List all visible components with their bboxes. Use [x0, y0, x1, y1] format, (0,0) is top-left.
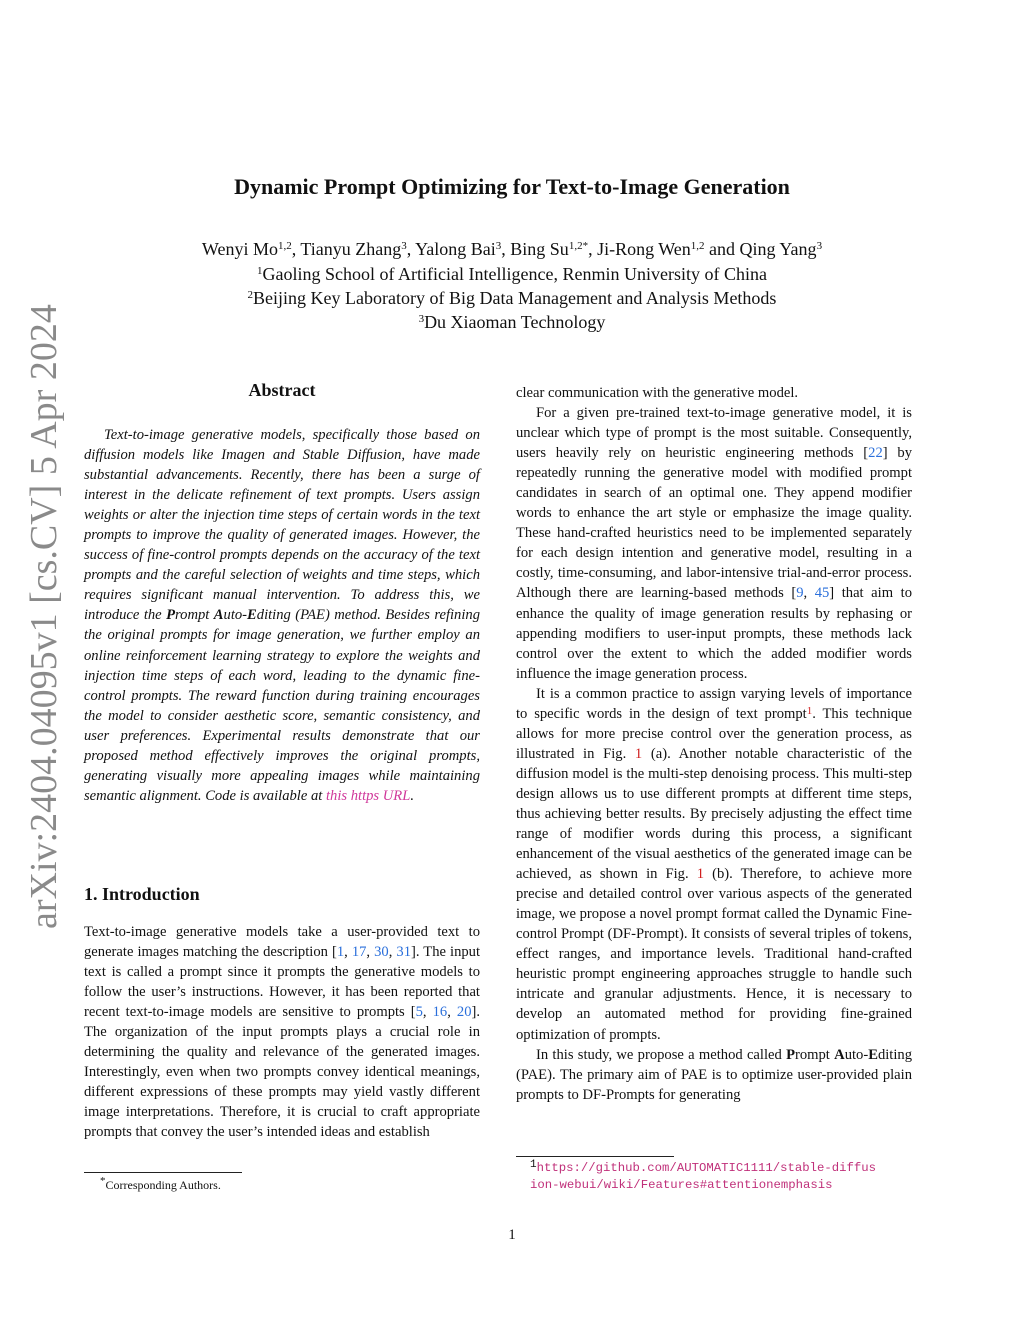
author-affil-mark: 1,2	[690, 240, 705, 252]
author-affil-mark: 3	[816, 240, 823, 252]
author-affil-mark: 1,2	[277, 240, 292, 252]
citation-link[interactable]: 9	[796, 585, 804, 602]
paragraph: It is a common practice to assign varying levels of importance to specific words in the design of text prompt$^1$. This technique allows for more precise control over the generation process, as illustrated in Fig. 1 (a). Another notable characteristic of the diffusion model is the multi-step denoising process. This multi-step design allows us to use different prompts at different time steps, thus achieving better results. By precisely adjusting the effect time range of modifier words during this process, a significant enhancement of the visual aesthetics of the generated image can be achieved, as shown in Fig. 1 (b). Therefore, to achieve more precise and detailed control over various aspects of the generated image, we propose a novel prompt format called the Dynamic Fine-control Prompt (DF-Prompt). It consists of several triples of tokens, effect ranges, and importance levels. Traditional hand-crafted heuristic prompt engineering approaches struggle to handle such intricate and granular adjustments. Hence, it is necessary to develop an automated method for providing fine-grained optimization of prompts.	[516, 685, 913, 1043]
footnote-url: $^1$https://github.com/AUTOMATIC1111/stable-diffus ion-webui/wiki/Features#attentionemphasis	[530, 1160, 920, 1194]
paper-title: Dynamic Prompt Optimizing for Text-to-Image Generation	[234, 174, 790, 199]
author-affil-mark: 3	[401, 240, 407, 252]
arxiv-stamp: arXiv:2404.04095v1 [cs.CV] 5 Apr 2024	[23, 304, 65, 929]
citation-link[interactable]: 16	[432, 1004, 448, 1021]
citation-link[interactable]: 1	[336, 944, 345, 961]
author-conjunction: and	[709, 239, 736, 259]
paragraph: In this study, we propose a method called Prompt Auto-Editing (PAE). The primary aim of PAE is to optimize user-provided plain prompts to DF-Prompts for generating	[516, 1046, 912, 1103]
citation-link[interactable]: 31	[396, 944, 412, 961]
affiliation-3: $^3$Du Xiaoman Technology	[418, 312, 606, 332]
section-heading-introduction: 1. Introduction	[84, 884, 200, 904]
paragraph: For a given pre-trained text-to-image generative model, it is unclear which type of prompt is the most suitable. Consequently, users heavily rely on heuristic engineering methods [22] by repeatedly running the generative model with modified prompt candidates in search of an optimal one. They append modifier words to enhance the art style or emphasize the image quality. These hand-crafted heuristics need to be implemented separately for each design intention and generative model, resulting in a costly, time-consuming, and labor-intensive trial-and-error process. Although there are learning-based methods [9, 45] that aim to enhance the quality of image generation results by rephasing or appending modifiers to user-input prompts, these methods lack control over the extent to which the added modifier words influence the image generation process.	[516, 405, 912, 682]
intro-paragraph-1: Text-to-image generative models take a user-provided text to generate images matching the description [1, 17, 30, 31]. The input text is called a prompt since it prompts the generative models to follow the user’s instructions. However, it has been reported that recent text-to-image models are sensitive to prompts [5, 16, 20]. The organization of the input prompts plays a crucial role in determining the quality and relevance of the generated images. Interestingly, even when two prompts convey identical meanings, different expressions of these prompts may yield vastly different image interpretations. Therefore, it is crucial to craft appropriate prompts that convey the user’s intended ideas and establish	[84, 924, 481, 1141]
author-name: Ji-Rong Wen	[597, 239, 691, 259]
page-number: 1	[508, 1227, 516, 1243]
author-name: Bing Su	[510, 239, 569, 259]
author-name: Tianyu Zhang	[300, 239, 402, 259]
affiliation-1: $^1$Gaoling School of Artificial Intelligence, Renmin University of China	[257, 264, 767, 284]
citation-link[interactable]: 5	[415, 1004, 423, 1021]
footnote-url-link-continued[interactable]: ion-webui/wiki/Features#attentionemphasis	[530, 1178, 833, 1192]
figure-link[interactable]: 1	[696, 866, 705, 883]
code-link[interactable]: this https URL	[325, 787, 411, 804]
footnote-link[interactable]: 1	[806, 704, 813, 717]
footnote-rule	[84, 1172, 242, 1173]
author-list: Wenyi Mo$^{1,2}$, Tianyu Zhang$^3$, Yalong Bai$^3$, Bing $Su^{1,2*}$, Ji-Rong Wen$^{1,2}$ and Qing Yang$^3$	[201, 239, 823, 259]
author-name: Yalong Bai	[415, 239, 496, 259]
citation-link[interactable]: 30	[374, 944, 389, 961]
citation-link[interactable]: 45	[814, 585, 830, 602]
citation-link[interactable]: 22	[868, 445, 883, 462]
footnote-url-link[interactable]: https://github.com/AUTOMATIC1111/stable-diffus	[536, 1161, 877, 1175]
abstract-heading: Abstract	[248, 380, 316, 400]
figure-link[interactable]: 1	[634, 745, 643, 762]
footnote-rule	[516, 1156, 674, 1157]
paragraph-continued: clear communication with the generative model.	[516, 385, 799, 401]
author-affil-mark: 1,2*	[568, 240, 589, 252]
citation-link[interactable]: 20	[456, 1004, 472, 1021]
author-affil-mark: 3	[495, 240, 502, 252]
abstract-body: Text-to-image generative models, specifically those based on diffusion models like Imagen and Stable Diffusion, have made substantial advancements. Recently, there has been a surge of interest in the delicate refinement of text prompts. Users assign weights or alter the injection time steps of certain words in the text prompts to improve the quality of generated images. However, the success of fine-control prompts depends on the accuracy of the text prompts and the careful selection of weights and time steps, which requires significant manual intervention. To address this, we introduce the Prompt Auto-Editing (PAE) method. Besides refining the original prompts for image generation, we further employ an online reinforcement learning strategy to explore the weights and injection time steps of each word, leading to the dynamic fine-control prompts. The reward function during training encourages the model to consider aesthetic score, semantic consistency, and user preferences. Experimental results demonstrate that our proposed method effectively improves the original prompts, generating visually more appealing images while maintaining semantic alignment. Code is available at this https URL.	[84, 427, 481, 804]
citation-link[interactable]: 17	[351, 944, 367, 961]
affiliation-2: $^2$Beijing Key Laboratory of Big Data Management and Analysis Methods	[247, 288, 777, 308]
right-column-text	[516, 383, 912, 1105]
footnote-corresponding: *Corresponding Authors.	[100, 1175, 221, 1192]
author-name: Wenyi Mo	[201, 239, 278, 259]
author-name: Qing Yang	[739, 239, 817, 259]
